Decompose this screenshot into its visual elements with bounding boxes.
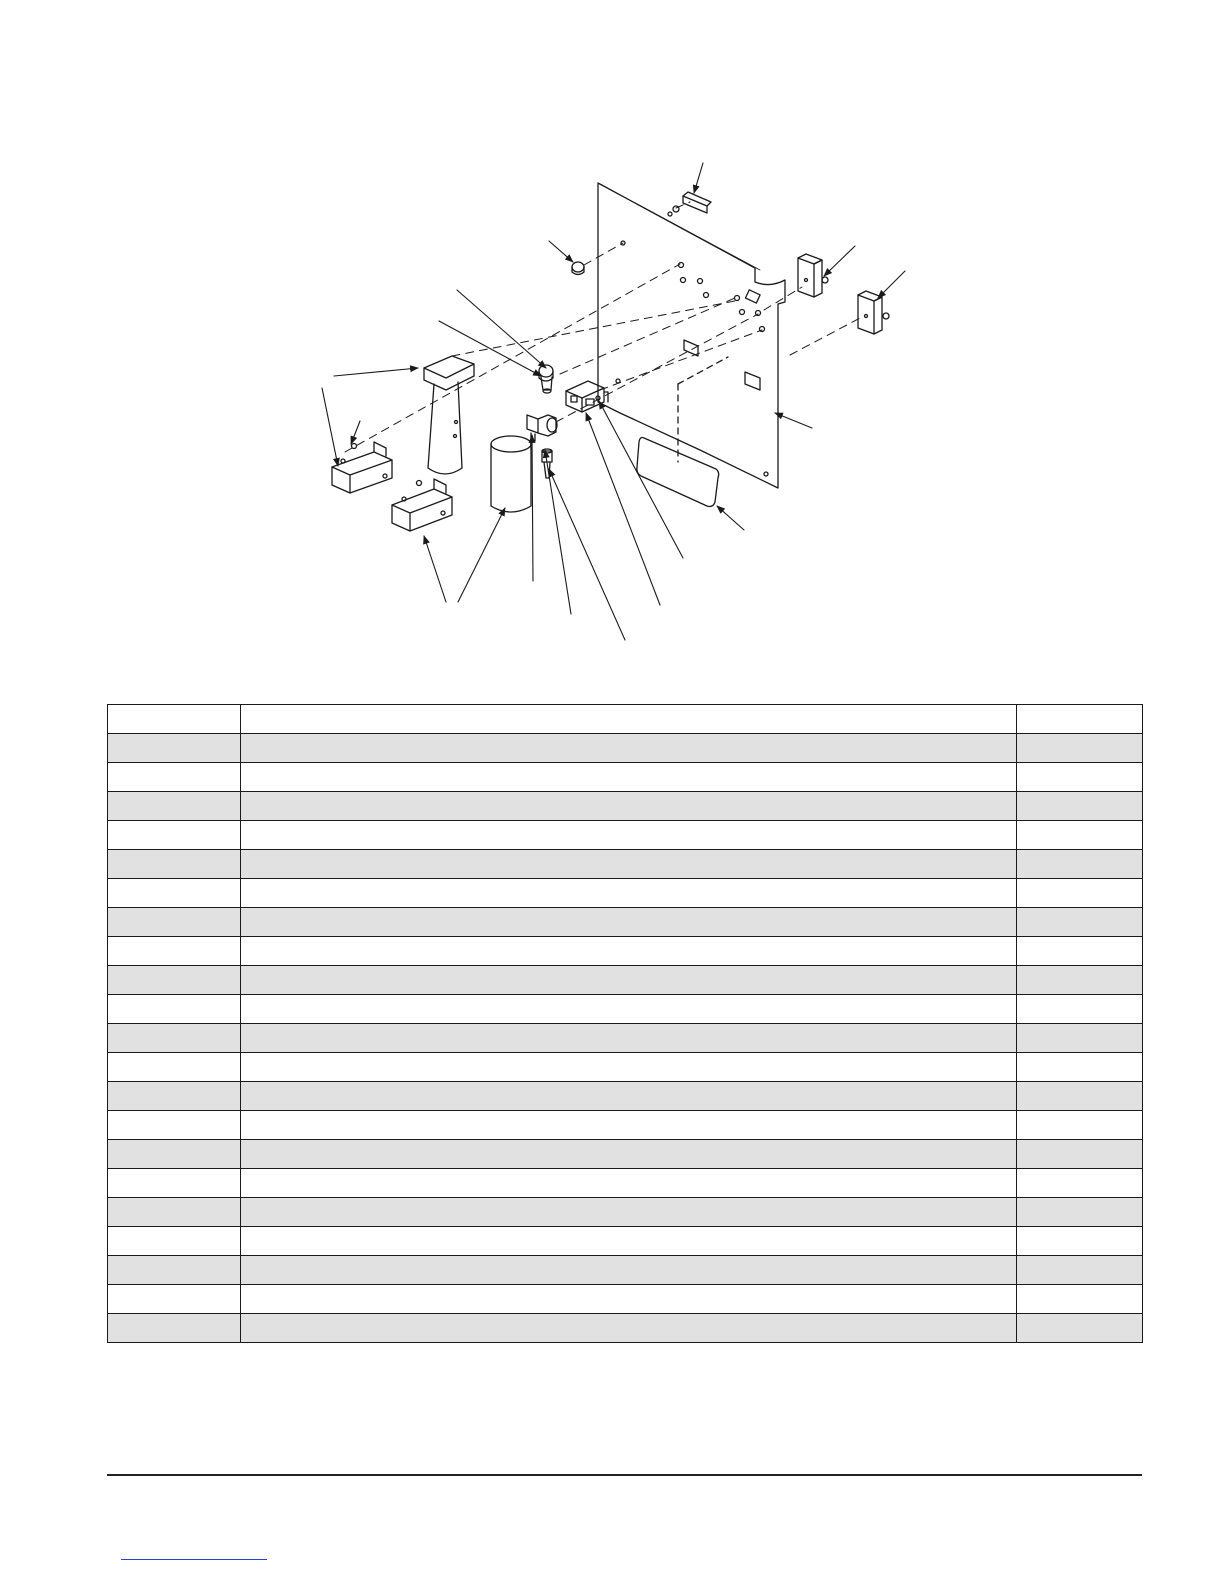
drain-funnel (424, 356, 474, 474)
table-cell (1017, 1285, 1143, 1314)
leader-arrows (322, 163, 905, 640)
table-cell (108, 763, 241, 792)
parts-table (107, 704, 1143, 1343)
table-cell (108, 1053, 241, 1082)
table-cell (1017, 734, 1143, 763)
table-cell (241, 1082, 1017, 1111)
table-cell (1017, 1082, 1143, 1111)
table-row (108, 1314, 1143, 1343)
table-cell (241, 1285, 1017, 1314)
table-cell (108, 995, 241, 1024)
exploded-parts-diagram (0, 0, 1224, 660)
table-cell (1017, 1227, 1143, 1256)
table-row (108, 908, 1143, 937)
table-row (108, 1140, 1143, 1169)
switch-block-2 (858, 291, 889, 334)
table-row (108, 1285, 1143, 1314)
footer-link[interactable] (121, 1545, 267, 1560)
control-bracket (566, 381, 608, 412)
elbow-fitting (539, 365, 553, 393)
table-row (108, 937, 1143, 966)
table-row (108, 1256, 1143, 1285)
table-row (108, 995, 1143, 1024)
table-cell (108, 1256, 241, 1285)
table-cell (1017, 879, 1143, 908)
table-cell (241, 821, 1017, 850)
table-cell (1017, 1198, 1143, 1227)
bracket-1 (332, 442, 392, 493)
table-cell (108, 1111, 241, 1140)
table-cell (1017, 995, 1143, 1024)
table-cell (1017, 908, 1143, 937)
table-cell (108, 908, 241, 937)
table-cell (1017, 937, 1143, 966)
table-cell (1017, 792, 1143, 821)
table-cell (241, 966, 1017, 995)
table-cell (108, 734, 241, 763)
table-cell (241, 1256, 1017, 1285)
table-cell (108, 966, 241, 995)
table-row (108, 966, 1143, 995)
table-row (108, 1111, 1143, 1140)
table-row (108, 1198, 1143, 1227)
table-cell (1017, 966, 1143, 995)
table-cell (108, 1082, 241, 1111)
table-cell (108, 850, 241, 879)
table-cell (1017, 1256, 1143, 1285)
table-row (108, 1082, 1143, 1111)
table-cell (1017, 763, 1143, 792)
table-row (108, 734, 1143, 763)
label-plate (637, 438, 719, 507)
table-cell (241, 1140, 1017, 1169)
table-cell (108, 1285, 241, 1314)
bracket-2 (392, 479, 452, 531)
table-cell (108, 937, 241, 966)
table-cell (1017, 1024, 1143, 1053)
table-row (108, 1227, 1143, 1256)
table-cell (108, 1169, 241, 1198)
table-cell (241, 763, 1017, 792)
table-cell (241, 908, 1017, 937)
table-cell (241, 879, 1017, 908)
table-cell (1017, 850, 1143, 879)
column-header (108, 705, 241, 734)
table-cell (241, 1227, 1017, 1256)
table-cell (241, 1314, 1017, 1343)
table-row (108, 821, 1143, 850)
table-cell (241, 850, 1017, 879)
table-header-row (108, 705, 1143, 734)
table-cell (241, 1169, 1017, 1198)
table-cell (108, 1024, 241, 1053)
table-cell (108, 1314, 241, 1343)
footer-divider (107, 1474, 1142, 1476)
table-cell (241, 734, 1017, 763)
table-cell (108, 1140, 241, 1169)
table-cell (1017, 821, 1143, 850)
filter-cylinder (491, 436, 531, 512)
column-header (241, 705, 1017, 734)
table-row (108, 763, 1143, 792)
table-cell (241, 937, 1017, 966)
table-row (108, 792, 1143, 821)
top-bracket (668, 192, 711, 216)
table-cell (1017, 1169, 1143, 1198)
switch-block-1 (798, 254, 828, 297)
table-cell (108, 1198, 241, 1227)
table-cell (1017, 1140, 1143, 1169)
table-cell (241, 995, 1017, 1024)
table-cell (241, 1111, 1017, 1140)
table-cell (241, 792, 1017, 821)
table-row (108, 1024, 1143, 1053)
table-cell (1017, 1111, 1143, 1140)
table-cell (241, 1024, 1017, 1053)
table-cell (108, 821, 241, 850)
table-row (108, 1053, 1143, 1082)
table-cell (108, 1227, 241, 1256)
table-cell (108, 879, 241, 908)
table-cell (1017, 1314, 1143, 1343)
table-row (108, 879, 1143, 908)
table-row (108, 1169, 1143, 1198)
table-cell (1017, 1053, 1143, 1082)
column-header (1017, 705, 1143, 734)
table-cell (241, 1053, 1017, 1082)
table-cell (108, 792, 241, 821)
mounting-panel (598, 183, 785, 488)
assembly-lines (345, 202, 862, 452)
table-cell (241, 1198, 1017, 1227)
table-row (108, 850, 1143, 879)
knob (572, 262, 584, 275)
